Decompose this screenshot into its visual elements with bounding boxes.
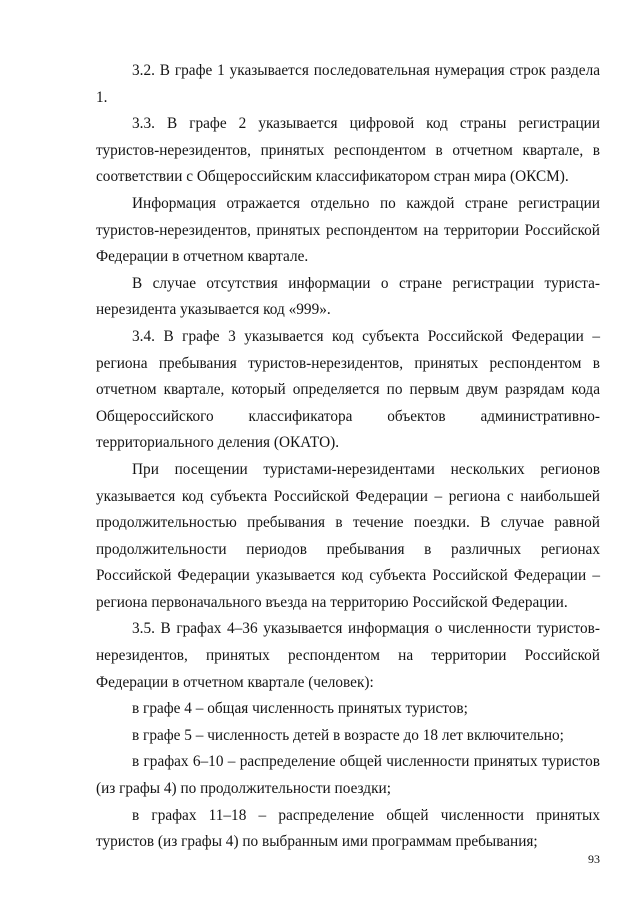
paragraph-3-2: 3.2. В графе 1 указывается последовательная нумерация строк раздела 1. (96, 62, 600, 106)
paragraph-3-4: 3.4. В графе 3 указывается код субъекта Российской Федерации – региона пребывания туристов-нерезидентов, принятых респондентом в отчетном квартале, который определяется по первым двум разрядам кода Общероссийского классификатора объектов административно-территориального деления (ОКАТО). (96, 327, 600, 452)
paragraph-missing-country: В случае отсутствия информации о стране регистрации туриста-нерезидента указывается код «999». (96, 274, 600, 319)
paragraph-3-5: 3.5. В графах 4–36 указывается информация о численности туристов-нерезидентов, принятых респондентом на территории Российской Федерации в отчетном квартале (человек): (96, 620, 600, 691)
list-item-column-5: в графе 5 – численность детей в возрасте до 18 лет включительно; (132, 726, 564, 744)
list-item-column-4: в графе 4 – общая численность принятых туристов; (132, 700, 468, 718)
paragraph-info-by-country: Информация отражается отдельно по каждой стране регистрации туристов-нерезидентов, принятых респондентом на территории Российской Федерации в отчетном квартале. (96, 194, 600, 266)
list-item-columns-11-18: в графах 11–18 – распределение общей численности принятых туристов (из графы 4) по выбранным ими программам пребывания; (96, 806, 600, 851)
paragraph-multiple-regions: При посещении туристами-нерезидентами нескольких регионов указывается код субъекта Российской Федерации – региона с наибольшей продолжительностью пребывания в течение поездки. В случае равной продолжительности периодов пребывания в различных регионах Российской Федерации указывается код субъекта Российской Федерации – региона первоначального въезда на территорию Российской Федерации. (96, 460, 600, 611)
paragraph-3-3: 3.3. В графе 2 указывается цифровой код страны регистрации туристов-нерезидентов, принятых респондентом в отчетном квартале, в соответствии с Общероссийским классификатором стран мира (ОКСМ). (96, 115, 600, 186)
list-item-columns-6-10: в графах 6–10 – распределение общей численности принятых туристов (из графы 4) по продолжительности поездки; (96, 753, 600, 798)
document-body (96, 58, 600, 856)
page-number: 93 (588, 852, 600, 866)
